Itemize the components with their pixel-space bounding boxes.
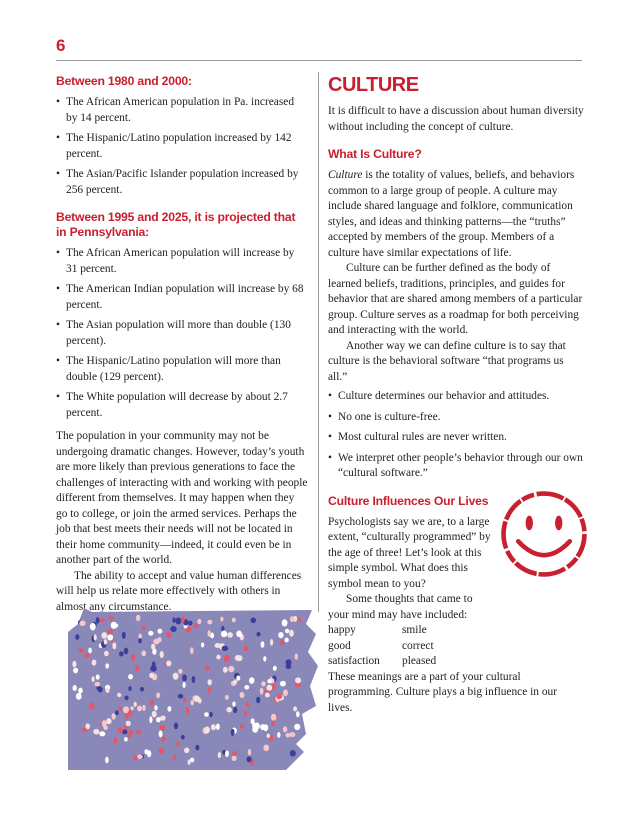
- map-dot: [137, 754, 143, 759]
- map-dot: [96, 674, 100, 679]
- section-title: CULTURE: [328, 74, 419, 96]
- map-dot: [135, 665, 139, 671]
- map-dot: [112, 713, 116, 720]
- map-dot: [225, 695, 229, 700]
- map-dot: [127, 733, 131, 738]
- map-dot: [78, 688, 83, 694]
- map-dot: [267, 734, 270, 738]
- definition-paragraph: [328, 168, 584, 261]
- map-dot: [148, 631, 153, 636]
- list-item: • Most cultural rules are never written.: [328, 430, 584, 446]
- map-dot: [128, 709, 132, 716]
- map-dot: [119, 651, 124, 656]
- list-item: • We interpret other people’s behavior through our own “cultural software.”: [328, 451, 584, 482]
- map-dot: [72, 661, 76, 668]
- map-dot: [133, 756, 138, 761]
- map-dot: [278, 632, 283, 638]
- list-item: • No one is culture-free.: [328, 410, 584, 426]
- map-dot: [104, 639, 108, 645]
- map-dot: [92, 660, 97, 666]
- map-dot: [84, 653, 89, 659]
- map-dot: [122, 632, 126, 639]
- map-dot: [181, 735, 185, 740]
- map-dot: [166, 632, 171, 638]
- column-divider: [318, 72, 319, 612]
- map-dot: [149, 673, 154, 678]
- map-dot: [192, 676, 196, 683]
- list-item: • The Hispanic/Latino population increased by 142 percent.: [56, 131, 308, 162]
- map-dot: [247, 756, 252, 762]
- map-dot: [235, 655, 241, 661]
- definition-term: Culture: [328, 169, 363, 181]
- map-dot: [176, 742, 180, 748]
- bullets-1995-2025: [56, 246, 308, 421]
- map-dot: [295, 653, 298, 660]
- map-dot: [97, 687, 102, 693]
- intro-paragraph: It is difficult to have a discussion about human diversity without including the concept of culture.: [328, 105, 584, 133]
- map-dot: [88, 648, 92, 654]
- map-dot: [73, 685, 77, 691]
- map-dot: [138, 638, 142, 643]
- map-dot: [201, 643, 204, 648]
- map-dot: [118, 706, 122, 711]
- map-dot: [160, 725, 166, 731]
- map-dot: [138, 634, 142, 639]
- map-dot: [158, 629, 163, 634]
- map-dot: [149, 716, 152, 723]
- list-item: • The White population will decrease by about 2.7 percent.: [56, 390, 308, 421]
- definition-text: is the totality of values, beliefs, and behaviors common to a large group of people. A culture may include shared language and folklore, communication styles, and ideas and thinking patterns—the “truths” accepted by members of the group. Members of a culture have similar expectations of life.: [328, 169, 575, 259]
- map-dot: [221, 631, 227, 638]
- map-dot: [117, 693, 121, 697]
- map-dot: [124, 737, 128, 742]
- map-dot: [105, 663, 109, 668]
- header-rule: [56, 60, 582, 61]
- map-dot: [265, 693, 270, 698]
- map-dot: [298, 618, 301, 623]
- map-dot: [261, 641, 265, 648]
- map-dot: [233, 680, 237, 684]
- map-dot: [94, 634, 97, 640]
- map-dot: [115, 710, 119, 715]
- map-dot: [294, 724, 300, 730]
- map-dot: [175, 617, 181, 624]
- body-paragraph: The population in your community may not be undergoing dramatic changes. However, today’s youth are more likely than previous generations to face the challenges of interacting with and working with people different from themselves. It may happen when they go to college, or join the armed services. Perhaps the job that best meets their needs will not be located in their home community—indeed, it could even be in another part of the world.: [56, 430, 308, 566]
- map-dot: [79, 620, 85, 626]
- map-dot: [142, 625, 145, 630]
- heading-1980-2000: Between 1980 and 2000:: [56, 74, 192, 88]
- map-dot: [160, 651, 164, 658]
- map-dot: [178, 694, 183, 699]
- map-dot: [147, 750, 151, 757]
- map-dot: [156, 717, 161, 722]
- map-dot: [106, 688, 110, 693]
- map-dot: [173, 755, 177, 761]
- map-dot: [188, 621, 192, 626]
- map-dot: [142, 705, 145, 711]
- map-dot: [124, 648, 129, 655]
- map-dot: [194, 696, 200, 702]
- list-item: • The American Indian population will increase by 68 percent.: [56, 282, 308, 313]
- map-dot: [272, 684, 276, 690]
- map-dot: [186, 707, 190, 714]
- map-dot: [154, 705, 157, 710]
- map-dot: [290, 750, 296, 756]
- map-dot: [289, 732, 295, 737]
- map-dot: [134, 702, 137, 707]
- map-dot: [227, 707, 232, 712]
- map-dot: [263, 656, 266, 661]
- map-dot: [223, 667, 228, 673]
- map-dot: [251, 618, 257, 624]
- list-item: • The Asian/Pacific Islander population increased by 256 percent.: [56, 167, 308, 198]
- map-dot: [184, 748, 189, 754]
- map-dot: [216, 655, 220, 660]
- map-dot: [128, 686, 131, 691]
- map-dot: [266, 685, 272, 691]
- map-dot: [218, 752, 221, 758]
- list-item: • The Asian population will more than double (130 percent).: [56, 318, 308, 349]
- map-dot: [232, 701, 235, 706]
- map-dot: [280, 640, 284, 646]
- map-dot: [173, 673, 179, 680]
- left-column: [56, 66, 308, 615]
- map-dot: [240, 692, 245, 698]
- map-dot: [289, 630, 294, 637]
- map-dot: [232, 618, 236, 623]
- map-dot: [215, 643, 221, 648]
- map-dot: [246, 702, 250, 707]
- map-dot: [151, 644, 155, 650]
- map-dot: [248, 749, 251, 756]
- map-dot: [209, 712, 213, 717]
- meaning-word: good: [328, 639, 351, 652]
- body-paragraph: Some thoughts that came to your mind may have included:: [328, 593, 473, 621]
- map-dot: [89, 703, 95, 710]
- map-dot: [166, 661, 171, 667]
- map-dot: [95, 682, 101, 687]
- map-dot: [211, 724, 216, 730]
- map-dot: [118, 727, 123, 733]
- map-dot: [181, 616, 185, 623]
- map-dot: [76, 693, 82, 700]
- map-dot: [282, 619, 288, 626]
- pennsylvania-map: [60, 602, 320, 777]
- map-dot: [277, 732, 280, 738]
- map-dot: [136, 730, 141, 735]
- map-dot: [101, 632, 107, 639]
- heading-1995-2025: Between 1995 and 2025, it is projected that in Pennsylvania:: [56, 210, 296, 239]
- meaning-word: happy: [328, 624, 356, 636]
- map-dot: [73, 668, 78, 674]
- map-dot: [99, 618, 105, 622]
- map-dot: [207, 620, 212, 625]
- map-dot: [182, 674, 187, 681]
- map-dot: [256, 632, 260, 637]
- map-dot: [162, 737, 166, 742]
- map-dot: [183, 682, 186, 688]
- map-dot: [131, 654, 135, 661]
- map-dot: [227, 632, 233, 638]
- map-dot: [112, 642, 116, 649]
- list-item: • Culture determines our behavior and attitudes.: [328, 389, 584, 405]
- map-dot: [93, 729, 99, 735]
- culture-bullets: [328, 389, 584, 482]
- map-dot: [208, 679, 212, 685]
- map-dot: [205, 666, 210, 671]
- body-paragraph: The ability to accept and value human differences will help us relate more effectively with others in almost any circumstance.: [56, 569, 302, 613]
- map-dot: [249, 677, 254, 684]
- meaning-word: pleased: [402, 655, 437, 667]
- list-item: • The African American population in Pa. increased by 14 percent.: [56, 95, 308, 126]
- body-paragraph: Psychologists say we are, to a large extent, “culturally programmed” by the age of three! Let’s look at this simple symbol. What does this symbol mean to you?: [328, 515, 491, 590]
- map-dot: [128, 674, 133, 679]
- map-dot: [167, 706, 171, 712]
- map-dot: [276, 694, 282, 699]
- map-dot: [286, 663, 291, 669]
- map-dot: [280, 681, 286, 687]
- map-dot: [216, 724, 220, 730]
- list-item: • The Hispanic/Latino population will more than double (129 percent).: [56, 354, 308, 385]
- map-dot: [153, 639, 159, 645]
- map-dot: [244, 685, 249, 690]
- meanings-list: [328, 623, 584, 670]
- map-dot: [204, 712, 209, 717]
- map-dot: [205, 727, 210, 734]
- map-dot: [183, 697, 187, 702]
- heading-culture-influences: Culture Influences Our Lives: [328, 493, 489, 508]
- map-dot: [290, 616, 295, 622]
- map-dot: [92, 676, 95, 682]
- map-dot: [152, 711, 157, 718]
- map-dot: [273, 666, 277, 671]
- map-dot: [222, 646, 228, 651]
- map-dot: [99, 731, 105, 736]
- map-dot: [233, 707, 237, 714]
- map-dot: [236, 631, 242, 638]
- map-dot: [109, 616, 114, 621]
- map-dot: [172, 617, 175, 623]
- right-column: [328, 66, 584, 716]
- map-dot: [104, 651, 109, 656]
- map-dot: [190, 700, 194, 705]
- map-dot: [190, 758, 194, 763]
- map-dot: [141, 650, 146, 656]
- list-item: • The African American population will increase by 31 percent.: [56, 246, 308, 277]
- map-dot: [126, 721, 131, 727]
- map-dot: [293, 706, 297, 711]
- map-dot: [156, 692, 160, 698]
- map-dot: [137, 706, 142, 712]
- map-dot: [105, 757, 108, 764]
- map-dot: [150, 699, 154, 706]
- map-dot: [231, 729, 235, 736]
- map-dot: [82, 728, 87, 733]
- map-dot: [283, 726, 287, 732]
- map-dot: [261, 681, 266, 686]
- map-dot: [296, 711, 300, 717]
- closing-paragraph: These meanings are a part of your cultural programming. Culture plays a big influence in our lives.: [328, 670, 558, 714]
- map-dot: [252, 722, 255, 728]
- map-dot: [90, 623, 96, 630]
- smiley-face-icon: [498, 488, 590, 580]
- map-dot: [232, 756, 237, 761]
- map-dot: [285, 638, 289, 643]
- body-paragraph: Culture can be further defined as the body of learned beliefs, traditions, principles, and guides for behavior that are shared among members of a particular group. Culture serves as a roadmap for both perceiving and interacting with the world.: [328, 262, 583, 336]
- map-dot: [113, 737, 117, 743]
- map-dot: [159, 747, 164, 754]
- map-dot: [75, 634, 79, 640]
- map-dot: [260, 724, 265, 730]
- map-dot: [228, 666, 234, 672]
- map-dot: [225, 750, 229, 757]
- map-dot: [260, 688, 264, 695]
- map-dot: [270, 639, 273, 646]
- meaning-word: satisfaction: [328, 655, 380, 667]
- map-dot: [232, 751, 237, 756]
- map-dot: [197, 619, 201, 624]
- map-dot: [283, 690, 288, 697]
- map-dot: [263, 745, 269, 752]
- map-dot: [125, 696, 129, 701]
- map-dot: [208, 687, 212, 693]
- map-dot: [285, 629, 289, 634]
- map-dot: [271, 714, 277, 721]
- map-dot: [256, 697, 260, 704]
- map-dot: [208, 630, 211, 637]
- map-dot: [140, 687, 144, 692]
- map-dot: [103, 726, 107, 730]
- map-dot: [267, 679, 271, 683]
- map-dot: [244, 645, 248, 651]
- map-dot: [170, 626, 176, 632]
- map-dot: [150, 665, 156, 672]
- map-dot: [195, 745, 199, 751]
- map-dot: [160, 716, 166, 721]
- map-dot: [194, 623, 199, 628]
- meaning-word: correct: [402, 639, 434, 652]
- map-dot: [78, 648, 84, 652]
- map-dot: [112, 623, 118, 628]
- map-dot: [159, 730, 163, 737]
- map-dot: [244, 711, 248, 716]
- map-dot: [220, 617, 223, 622]
- meaning-word: smile: [402, 624, 427, 636]
- map-dot: [107, 634, 113, 640]
- map-dot: [295, 677, 301, 683]
- page-number: 6: [56, 36, 66, 55]
- map-dot: [96, 617, 100, 624]
- map-dot: [174, 722, 178, 729]
- map-dot: [123, 706, 129, 713]
- map-dot: [190, 647, 194, 654]
- map-dot: [236, 675, 240, 680]
- map-dot: [225, 655, 231, 662]
- heading-what-is-culture: What Is Culture?: [328, 147, 422, 161]
- map-dot: [106, 718, 111, 724]
- map-dot: [108, 629, 113, 634]
- map-dot: [178, 669, 183, 674]
- map-dot: [136, 615, 141, 621]
- body-paragraph: Another way we can define culture is to say that culture is the behavioral software “that programs us all.”: [328, 339, 566, 383]
- map-dot: [272, 721, 275, 726]
- bullets-1980-2000: [56, 95, 308, 198]
- map-dot: [240, 724, 244, 729]
